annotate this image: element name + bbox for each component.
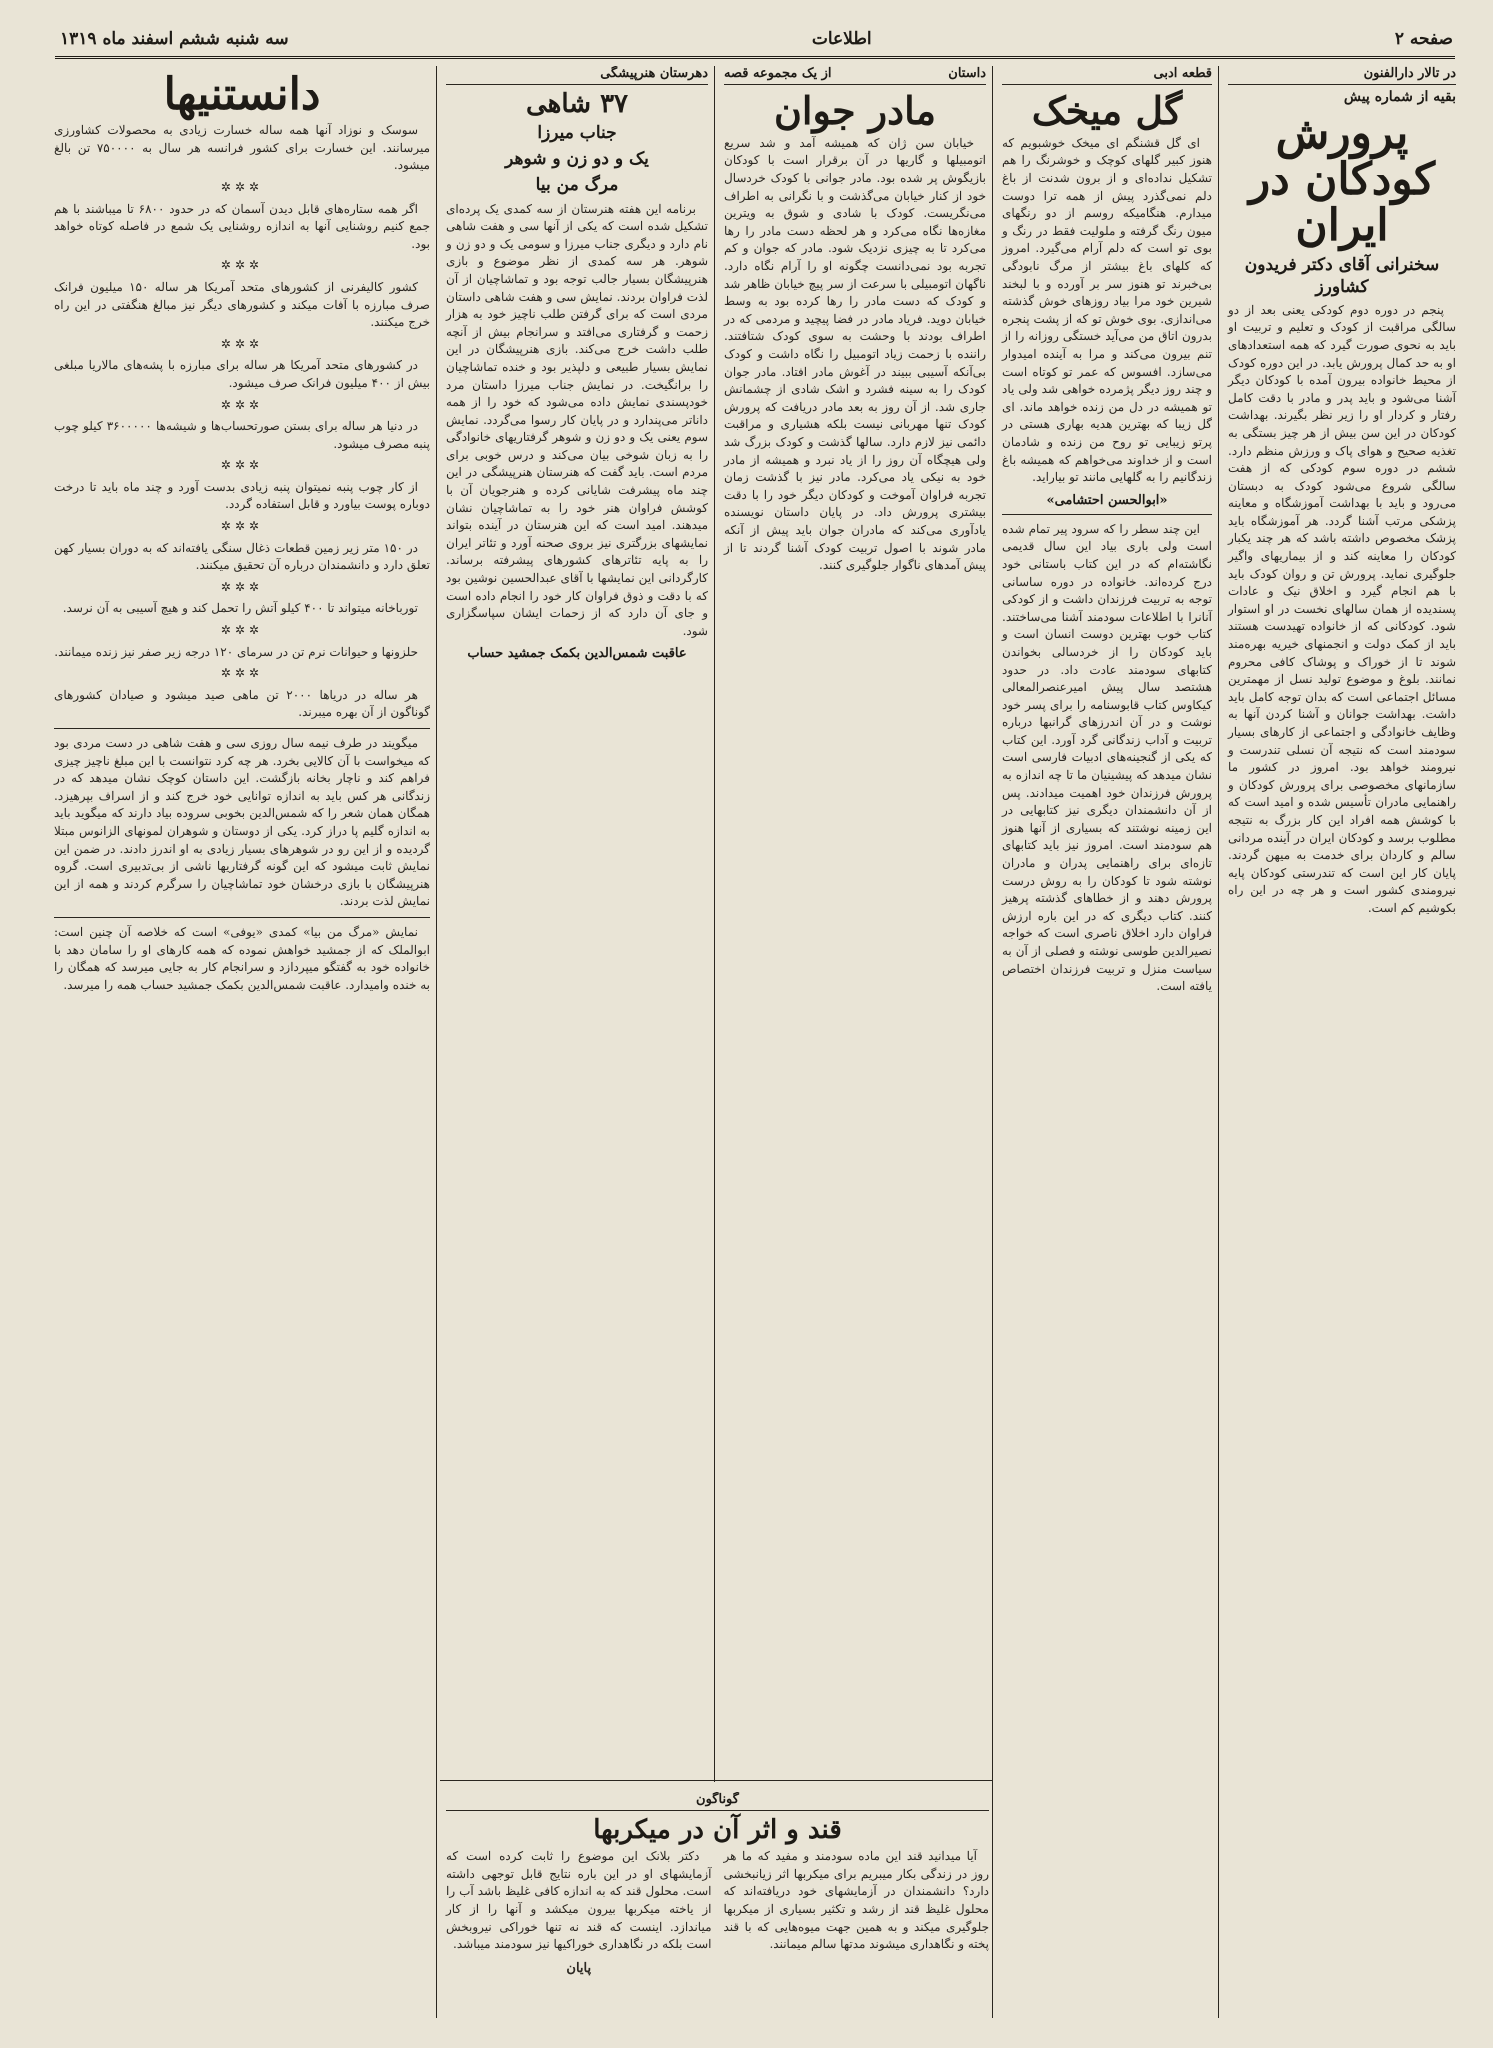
column-divider [714, 66, 715, 1782]
story-paragraph: خیابان سن ژان که همیشه آمد و شد سریع اتومبیلها و گاریها در آن برقرار است با کودکان بازیگوش پر شده بود. مادر جوانی با کودک خردسال خود از کنار خیابان می‌گذشت و با نگرانی به اطراف می‌نگریست. کودک با شادی و شوق به ویترین مغازه‌ها نگاه می‌کرد و هر لحظه دست مادر را رها می‌کرد تا به چیزی نزدیک شود. مادر که جوان و کم تجربه بود نمی‌دانست چگونه او را آرام نگاه دارد. ناگهان اتومبیلی با سرعت از سر پیچ خیابان ظاهر شد و کودک که دست مادر را رها کرده بود به وسط خیابان دوید. فریاد مادر در فضا پیچید و مردمی که در اطراف بودند با وحشت به سوی کودک شتافتند. راننده با زحمت زیاد اتومبیل را نگاه داشت و کودک بی‌آنکه آسیبی ببیند در آغوش مادر افتاد. مادر جوان کودک را به سینه فشرد و اشک شادی از چشمانش جاری شد. از آن روز به بعد مادر دریافت که پرورش کودک تنها مهربانی نیست بلکه هشیاری و مراقبت دائمی نیز لازم دارد. سالها گذشت و کودک بزرگ شد ولی هیچگاه آن روز را از یاد نبرد و همیشه از مادر خود به نیکی یاد می‌کرد. مادر نیز با گذشت زمان تجربه فراوان آموخت و کودکان دیگر خود را با دقت بیشتری پرورش داد. در پایان داستان نویسنده یادآوری می‌کند که مادران جوان باید پیش از آنکه مادر شوند با اصول تربیت کودک آشنا گردند تا از پیش آمدهای ناگوار جلوگیری کنند. [724, 135, 986, 573]
column-rubric [446, 1792, 989, 1811]
article-body [54, 924, 430, 994]
rubric-label: داستان [948, 66, 986, 81]
fact-item: در کشورهای متحد آمریکا هر ساله برای مبارزه با پشه‌های مالاریا مبلغی بیش از ۴۰۰ میلیون فرانک صرف میشود. [54, 358, 430, 390]
headline-young-mother: مادر جوان [773, 88, 937, 133]
column-rubric [724, 66, 986, 85]
story-body [724, 135, 986, 575]
lecture-deck: سخنرانی آقای دکتر فریدون کشاورز [1244, 254, 1440, 297]
article-paragraph: این چند سطر را که سرود پیر تمام شده است ولی باری بیاد این سال قدیمی نگاشته‌ام که در این کتاب باستانی خود درج کرده‌اند. خانواده در دوره ساسانی توجه به تربیت فرزندان داشت و از کودکی آنانرا با اطلاعات سودمند آشنا می‌ساختند. کتاب خوب بهترین دوست انسان است و باید کودکان را از خردسالی بخواندن کتابهای سودمند عادت داد. در حدود هشتصد سال پیش امیرعنصرالمعالی کیکاوس کتاب قابوسنامه را برای پسر خود نوشت و در آن اندرزهای گرانبها درباره تربیت و آداب زندگانی گرد آورد. این کتاب که یکی از گنجینه‌های ادبیات فارسی است نشان میدهد که پیشینیان ما تا چه اندازه به پرورش فرزندان خود اهمیت میدادند. پس از آن دانشمندان دیگری نیز کتابهایی در این زمینه نوشتند که بسیاری از آنها هنوز هم سودمند است. امروز نیز باید کتابهای تازه‌ای برای راهنمایی پدران و مادران نوشته شود تا کودکان را به روش درست پرورش دهند و از خطاهای گذشته پرهیز کنند. کتاب دیگری که در این باره ارزش فراوان دارد اخلاق ناصری است که خواجه نصیرالدین طوسی نوشته و فصلی از آن به سیاست منزل و تربیت فرزندان اختصاص یافته است. [1002, 521, 1212, 994]
separator-stars: ✲✲✲ [220, 397, 264, 412]
article-paragraph: آیا میدانید قند این ماده سودمند و مفید که ما هر روز در زندگی بکار میبریم برای میکربها اثر زیانبخشی دارد؟ دانشمندان در آزمایشهای خود دریافته‌اند که محلول غلیظ قند از رشد و تکثیر بسیاری از میکربها جلوگیری میکند و به همین جهت میوه‌هایی که با قند پخته و نگاهداری میشوند مدتها سالم میمانند. [723, 1849, 989, 1952]
column-divider [992, 66, 993, 2018]
separator-stars: ✲✲✲ [220, 579, 264, 594]
headline-sugar: قند و اثر آن در میکربها [593, 1815, 842, 1845]
rubric-label: قطعه ادبی [1153, 66, 1212, 81]
play-title: مرگ من بیا [535, 175, 619, 196]
headline-carnation: گل میخک [1031, 88, 1183, 133]
separator-stars: ✲✲✲ [220, 336, 264, 351]
fact-item: در دنیا هر ساله برای بستن صورتحساب‌ها و شیشه‌ها ۳۶۰۰۰۰۰ کیلو چوب پنبه مصرف میشود. [54, 419, 430, 451]
rubric-label: در تالار دارالفنون [1363, 66, 1456, 81]
separator-stars: ✲✲✲ [220, 519, 264, 534]
rubric-label: از یک مجموعه قصه [724, 66, 832, 81]
review-body [446, 201, 708, 641]
separator-stars: ✲✲✲ [220, 623, 264, 638]
author-signature: «ابوالحسن احتشامی» [1046, 492, 1168, 508]
article-body [54, 735, 430, 911]
review-paragraph: برنامه این هفته هنرستان از سه کمدی یک پرده‌ای تشکیل شده است که یکی از آنها سی و هفت شاهی نام دارد و دیگری جناب میرزا و سومی یک و دو زن و شوهر. هر سه کمدی از نظر موضوع و بازی هنرپیشگان بسیار جالب توجه بود و تماشاچیان از آن لذت فراوان بردند. نمایش سی و هفت شاهی داستان مردی است که برای گرفتن طلب ناچیز خود به هزار زحمت و گرفتاری می‌افتد و سرانجام بیش از آنچه طلب داشت خرج می‌کند. بازی هنرپیشگان در این نمایش بسیار طبیعی و دلپذیر بود و خنده تماشاچیان را برانگیخت. در نمایش جناب میرزا داستان مرد خودپسندی نمایش داده می‌شود که خود را از همه داناتر می‌پندارد و در پایان کار رسوا می‌گردد. نمایش سوم یعنی یک و دو زن و شوهر گرفتاریهای خانوادگی را به زبان شوخی بیان می‌کند و درس خوبی برای مردم است. باید گفت که هنرستان هنرپیشگی در این چند ماه پیشرفت شایانی کرده و هنرجویان آن با کوشش فراوان هنر خود را به تماشاچیان نشان میدهند. امید است که این هنرستان در آینده بتواند نمایشهای بزرگتری نیز بروی صحنه آورد و تئاتر ایران را به پایه تئاترهای کشورهای پیشرفته برساند. کارگردانی این نمایشها با آقای عبدالحسین نوشین بود که با دقت و ذوق فراوان کار خود را انجام داده است و جای آن دارد که از زحمات ایشان سپاسگزاری شود. [446, 201, 708, 638]
story-ending: پایان [566, 1960, 592, 1976]
fact-item: هر ساله در دریاها ۲۰۰۰ تن ماهی صید میشود و صیادان کشورهای گوناگون از آن بهره میبرند. [54, 687, 430, 720]
separator-stars: ✲✲✲ [220, 179, 264, 194]
poem-body [1002, 135, 1212, 487]
fact-item: تورباخانه میتواند تا ۴۰۰ کیلو آتش را تحمل کند و هیچ آسیبی به آن نرسد. [62, 601, 418, 616]
fact-item: از کار چوب پنبه نمیتوان پنبه زیادی بدست آورد و چند ماه باید تا درخت دوباره پوست بیاورد و قابل استفاده گردد. [54, 479, 430, 512]
fact-item: اگر همه ستاره‌های قابل دیدن آسمان که در حدود ۶۸۰۰ تا میباشند با هم جمع کنیم روشنایی آنها به اندازه روشنایی یک شمع در فاصله کوتاه خواهد بود. [54, 201, 430, 251]
column-theatre [440, 66, 714, 1782]
play-title: جناب میرزا [537, 123, 617, 144]
review-signature: عاقبت شمس‌الدین بکمک جمشید حساب [467, 646, 687, 662]
article-paragraph: پنجم در دوره دوم کودکی یعنی بعد از دو سالگی مراقبت از کودک و تعلیم و تربیت او باید به نحوی صورت گیرد که همه استعدادهای او به حد کمال پرورش یابد. در این دوره کودک از محیط خانواده بیرون آمده با کودکان دیگر آشنا می‌شود و باید پدر و مادر با دقت کامل رفتار و کردار او را زیر نظر بگیرند. بهداشت کودکان در این سن بیش از هر چیز بستگی به تغذیه صحیح و هوای پاک و ورزش منظم دارد. ششم در دوره سوم کودکی که از هفت سالگی شروع می‌شود کودک به دبستان می‌رود و باید با بهداشت آموزشگاه و معاینه پزشکی مرتب آشنا گردد. هر آموزشگاه باید پزشک مخصوص داشته باشد که هر چند یکبار کودکان را معاینه کند و از بیماریهای واگیر جلوگیری نماید. پرورش تن و روان کودک باید با هم انجام گیرد و اخلاق نیک و عادات پسندیده از همان سالهای نخست در او استوار شود. کودکانی که از خانواده تهیدست هستند باید از کمک دولت و انجمنهای خیریه بهره‌مند شوند تا از خوراک و پوشاک کافی محروم نمانند. بلوغ و موضوع تولید نسل از مهمترین مسائل اجتماعی است که بدان توجه کامل باید داشت. بهداشت جوانان و آشنا کردن آنها به وظایف خانوادگی و اجتماعی از کارهای بسیار سودمند است که نتیجه آن نسلی تندرست و نیرومند خواهد بود. امروز در کشور ما سازمانهای مخصوصی برای پرورش کودکان و راهنمایی مادران تأسیس شده و امید است که با کوشش همه افراد این کار بزرگ به نتیجه مطلوب برسد و کودکان ایران در آینده مردانی سالم و کاردان برای خدمت به میهن گردند. پایان کار این است که تندرستی کودکان پایه نیرومندی کشور است و هر چه در این راه بکوشیم کم است. [1228, 302, 1456, 915]
issue-date: سه شنبه ششم اسفند ماه ۱۳۱۹ [60, 29, 289, 49]
bottom-story-columns [446, 1848, 989, 1977]
separator-stars: ✲✲✲ [220, 258, 264, 273]
headline-did-you-know: دانستنیها [163, 69, 321, 120]
headline-37-shahi: ۳۷ شاهی [525, 89, 629, 119]
separator-stars: ✲✲✲ [220, 458, 264, 473]
masthead-rule [55, 56, 1455, 59]
continued-note: بقیه از شماره پیش [1343, 89, 1456, 105]
rubric-label: گوناگون [696, 1792, 739, 1807]
article-body [1228, 302, 1456, 918]
article-body [1002, 521, 1212, 996]
page-number: صفحه ۲ [1394, 29, 1453, 49]
fact-item: سوسک و نوزاد آنها همه ساله خسارت زیادی به محصولات کشاورزی میرسانند. این خسارت برای کشور فرانسه هر سال به ۷۵۰۰۰۰ تن بالغ میشود. [54, 123, 430, 173]
article-paragraph: میگویند در طرف نیمه سال روزی سی و هفت شاهی در دست مردی بود که میخواست با آن کالایی بخرد. هر چه کرد نتوانست با این مبلغ ناچیز چیزی فراهم کند و ناچار بخانه بازگشت. این داستان کوچک نشان میدهد که در زندگانی هر کس باید به اندازه توانایی خود خرج کند و از اسراف بپرهیزد. همگان همان شعر را که شمس‌الدین بخوبی سروده بیاد دارند که میگوید باید به اندازه گلیم پا دراز کرد. یکی از دوستان و شوهران لمونهای الزانوس مبتلا گردیده و از این رو در شوهرهای بسیار زیادی به او اندرز دادند. در ضمن این نمایش ثابت میشود که این گونه گرفتاریها ناشی از بی‌تدبیری است. گروه هنرپیشگان با بازی درخشان خود تماشاچیان را سرگرم کردند و همه از این نمایش لذت بردند. [54, 736, 430, 909]
bottom-story-sugar [440, 1792, 995, 2018]
column-rubric [1002, 66, 1212, 85]
headline-children-upbringing: پرورش کودکان در ایران [1248, 108, 1436, 252]
column-rubric [446, 66, 708, 85]
section-divider [1002, 514, 1212, 515]
article-body [446, 1848, 712, 1977]
section-divider [54, 917, 430, 918]
column-did-you-know [48, 66, 436, 2018]
article-body [724, 1848, 990, 1977]
rubric-label: دهرستان هنرپیشگی [600, 66, 708, 81]
column-divider [436, 66, 437, 2018]
article-paragraph: نمایش «مرگ من بیا» کمدی «یوفی» است که خلاصه آن چنین است: ابوالملک که از جمشید خواهش نموده که همه کارهای او را سامان دهد با خانواده خود به گفتگو میپردازد و سرانجام کار به جایی میرسد که همگان را به خنده وامیدارد. عاقبت شمس‌الدین بکمک جمشید حساب همه را میرسد. [54, 924, 430, 992]
facts-list [54, 122, 430, 722]
column-divider [1218, 66, 1219, 2018]
fact-item: حلزونها و حیوانات نرم تن در سرمای ۱۲۰ درجه زیر صفر نیز زنده میمانند. [54, 644, 418, 659]
bottom-story-rule [440, 1780, 992, 1781]
poem-paragraph: ای گل قشنگم ای میخک خوشبویم که هنوز کبیر گلهای کوچک و خوشرنگ را هم تشکیل نداده‌ای و از برون شدنت از باغ دلم نمی‌گذرد پیش از همه ترا دوست میدارم. هنگامیکه روسم از دو رنگهای میون رنگ گرفته و ملولیت فقط در رنگ و بوی تو است که دلم آرام می‌گیرد. امروز که کلهای باغ بیشتر از مرگ نابودگی بی‌خبرند تو هنوز سر بر آورده و با لبخند شیرین خود مرا بیاد روزهای خوش گذشته می‌اندازی. بوی خوش تو که از پشت پنجره بدرون اتاق من می‌آید خستگی روزانه را از تنم بیرون می‌کند و مرا به آینده امیدوار می‌سازد. افسوس که عمر تو کوتاه است و چند روز دیگر پژمرده خواهی شد ولی یاد تو همیشه در دل من زنده خواهد ماند. ای گل زیبا که بهترین هدیه بهاری هستی در پرتو زیبایی تو روح من زنده و شادمان است و از خداوند می‌خواهم که همیشه باغ زندگانیم را به گلهایی مانند تو بیاراید. [1002, 135, 1212, 485]
section-divider [54, 728, 430, 729]
masthead [60, 26, 1453, 52]
separator-stars: ✲✲✲ [220, 666, 264, 681]
paper-name: اطلاعات [811, 29, 872, 49]
column-children-upbringing [1222, 66, 1462, 2018]
column-young-mother [718, 66, 992, 1782]
fact-item: کشور کالیفرنی از کشورهای متحد آمریکا هر ساله ۱۵۰ میلیون فرانک صرف مبارزه با آفات میکند و کشورهای دیگر نیز مبالغ هنگفتی در این راه خرج میکنند. [54, 279, 430, 330]
article-paragraph: دکتر بلانک این موضوع را ثابت کرده است که آزمایشهای او در این باره نتایج قابل توجهی داشته است. محلول قند که به اندازه کافی غلیظ باشد آب را از یاخته میکربها بیرون میکشد و آنها را از کار میاندازد. اینست که قند نه تنها خوراکی نیروبخش است بلکه در نگاهداری خوراکیها نیز سودمند میباشد. [446, 1849, 712, 1952]
column-rubric [1228, 66, 1456, 85]
play-title: یک و دو زن و شوهر [505, 149, 649, 170]
column-carnation [996, 66, 1218, 2018]
fact-item: در ۱۵۰ متر زیر زمین قطعات ذغال سنگی یافته‌اند که به دوران بسیار کهن تعلق دارد و دانشمندان درباره آن تحقیق میکنند. [54, 540, 430, 573]
